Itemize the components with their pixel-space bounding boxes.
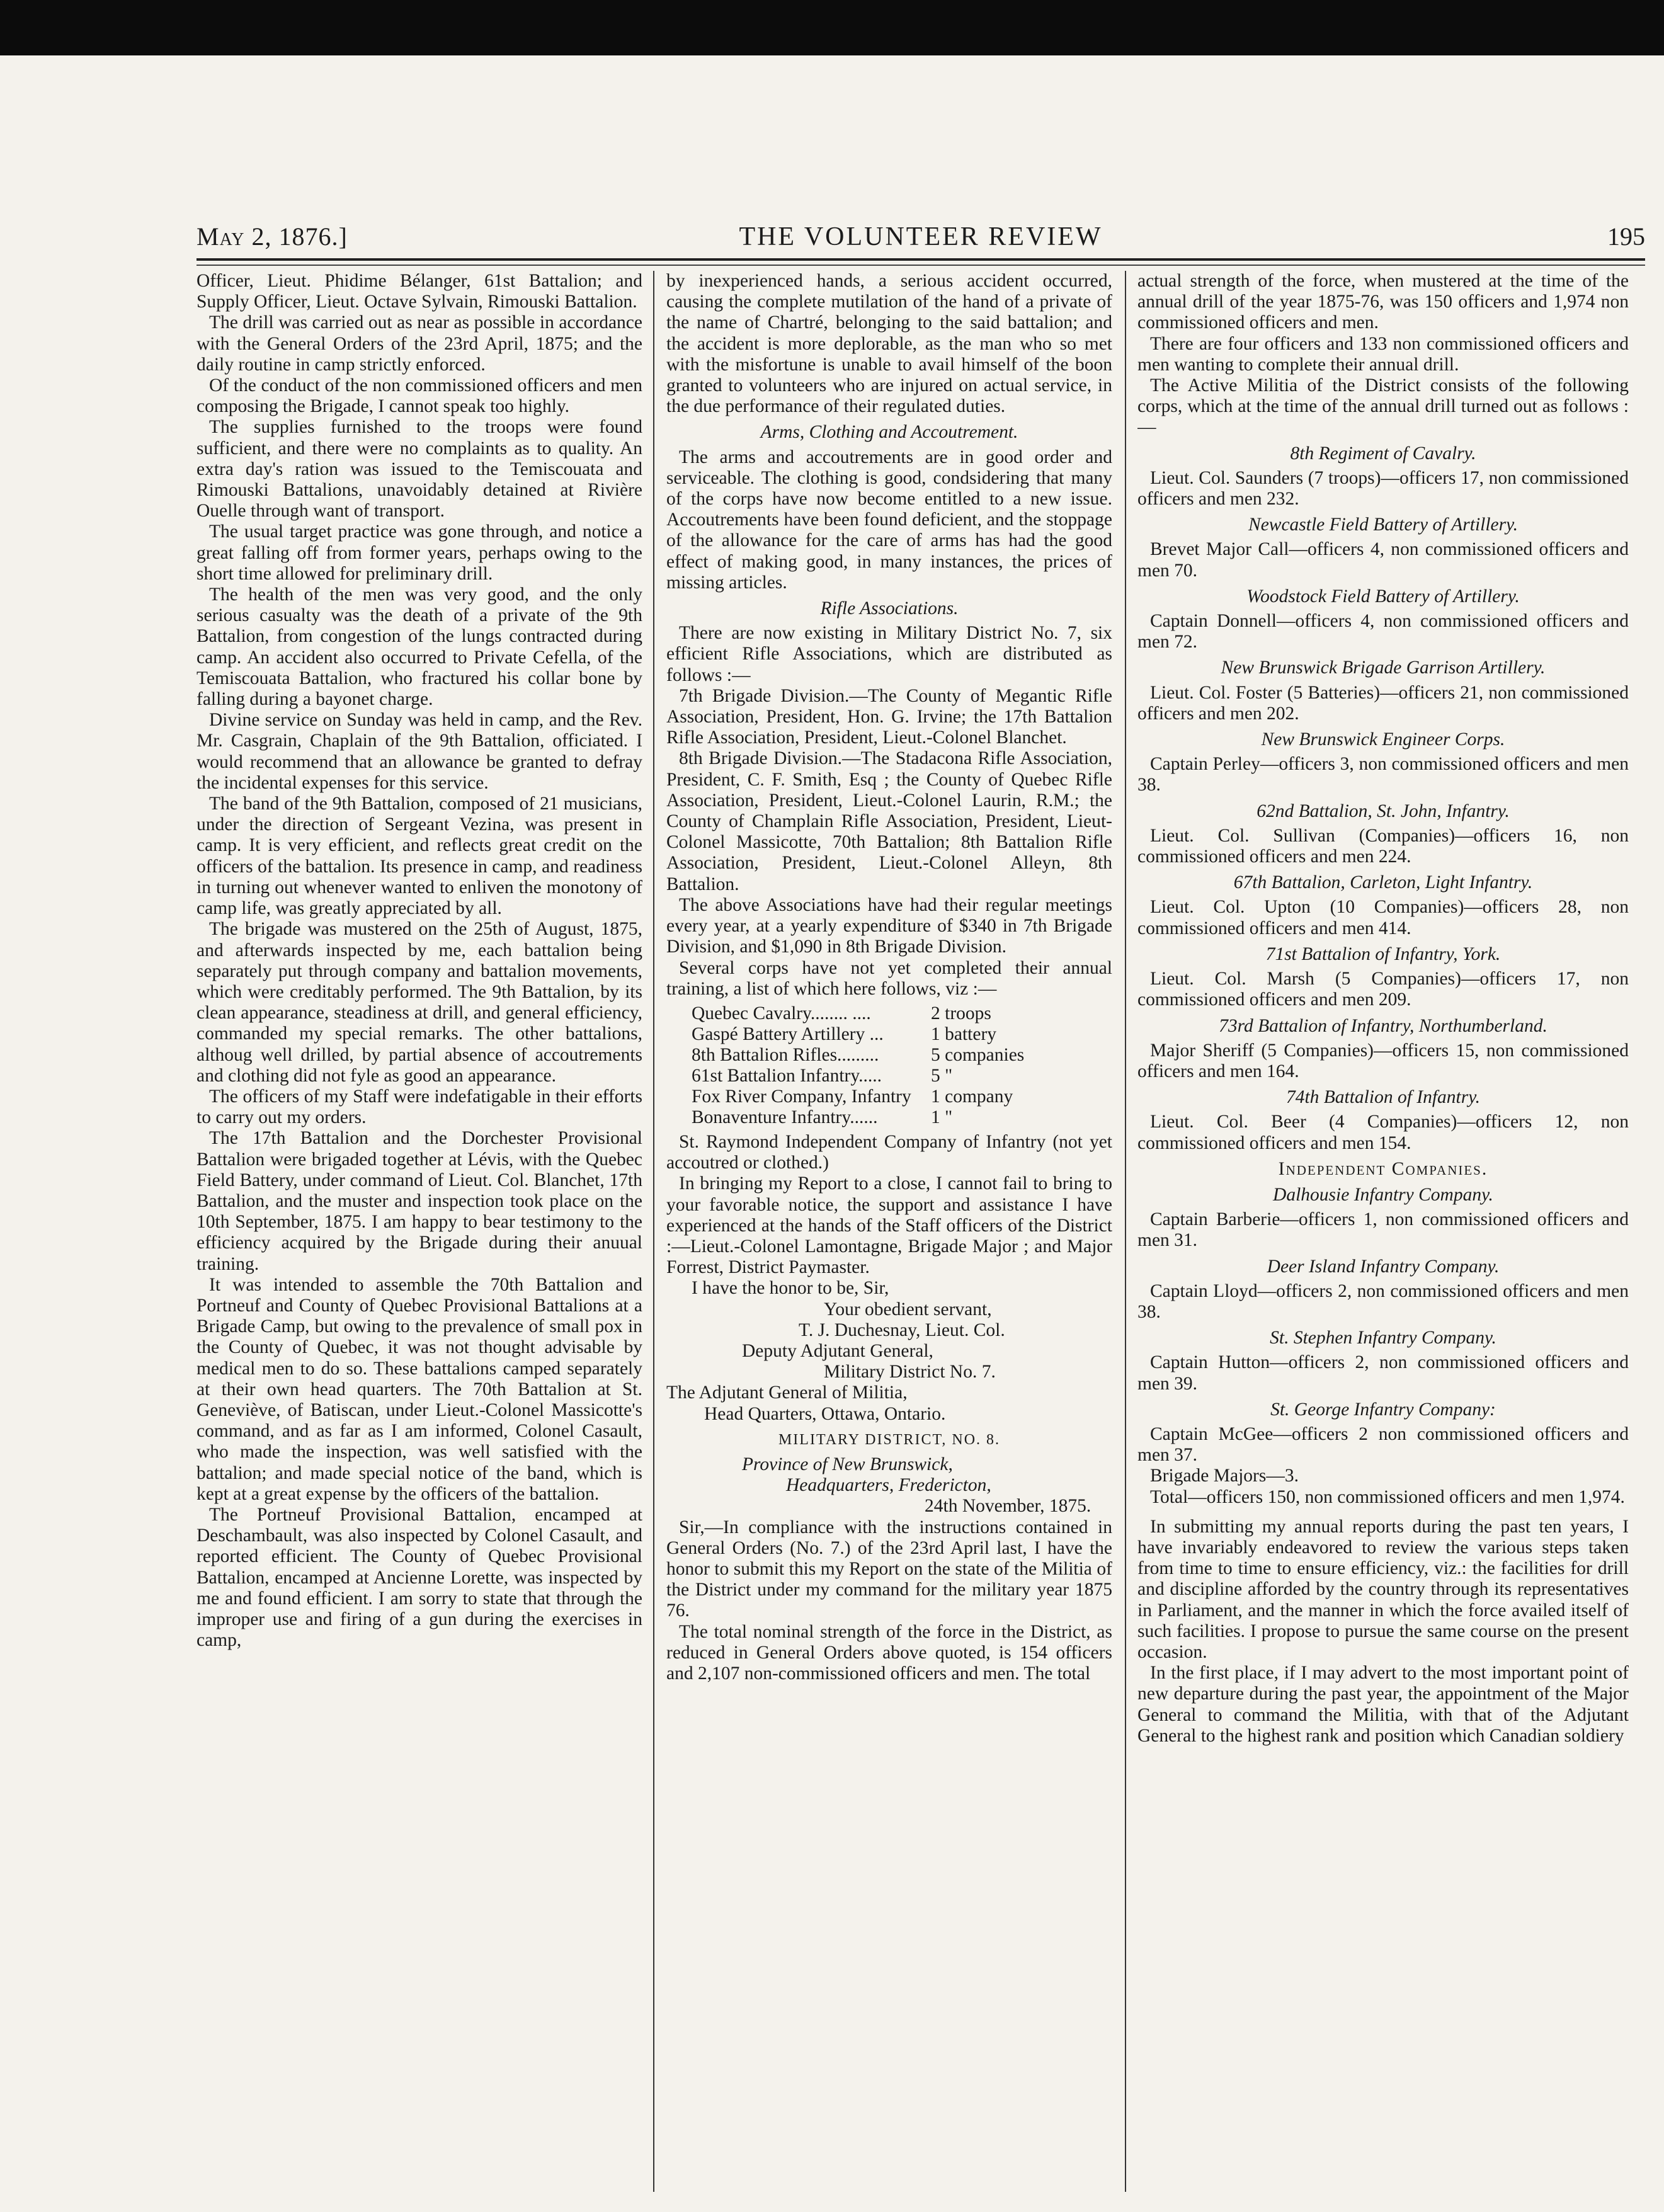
table-row [692,1066,1069,1086]
paragraph: In submitting my annual reports during the past ten years, I have invariably endeavored to review the various steps taken from time to time to ensure efficiency, viz.: the facilities for drill and discipline afforded by the country through its representatives in Parliament, and the manner in which the force availed itself of such facilities. I propose to pursue the same course on the present occasion. [1137,1516,1629,1662]
paragraph: The drill was carried out as near as possible in accordance with the General Orders of the 23rd April, 1875; and the daily routine in camp strictly enforced. [197,312,642,375]
issue-date: May 2, 1876.] [197,222,348,251]
company-heading: Dalhousie Infantry Company. [1273,1184,1493,1205]
paragraph: Officer, Lieut. Phidime Bélanger, 61st Battalion; and Supply Officer, Lieut. Octave Sylvain, Rimouski Battalion. [197,271,642,312]
paragraph: The officers of my Staff were indefatigable in their efforts to carry out my orders. [197,1086,642,1128]
paragraph: The health of the men was very good, and the only serious casualty was the death of a private of the 9th Battalion, from congestion of the lungs contracted during camp. An accident also occurred to Private Cefella, of the Temiscouata Battalion, who fractured his collar bone by falling during a bayonet charge. [197,584,642,710]
address-line: Province of New Brunswick, [742,1454,953,1474]
header-rule [197,258,1645,261]
address-line: 24th November, 1875. [925,1496,1091,1517]
signature-line: The Adjutant General of Militia, [666,1382,908,1403]
unit-entry: Lieut. Col. Upton (10 Companies)—officers 28, non commissioned officers and men 414. [1137,897,1629,938]
paragraph: The arms and accoutrements are in good order and serviceable. The clothing is good, condsidering that many of the corps have now become entitled to a new issue. Accoutrements have been found deficient, and the stoppage of the allowance for the care of arms has had the good effect of making good, in many instances, the prices of missing articles. [666,447,1112,593]
paragraph: Total—officers 150, non commissioned officers and men 1,974. [1150,1486,1625,1507]
corps-name: Quebec Cavalry........ .... [692,1003,871,1023]
signature-line: T. J. Duchesnay, Lieut. Col. [799,1320,1005,1340]
signature-line: Deputy Adjutant General, [742,1340,933,1361]
unit-entry: Major Sheriff (5 Companies)—officers 15, non commissioned officers and men 164. [1137,1040,1629,1081]
unit-entry: Captain Donnell—officers 4, non commissioned officers and men 72. [1137,611,1629,653]
column-rule [653,271,654,2192]
unit-heading: 67th Battalion, Carleton, Light Infantry. [1233,872,1533,893]
corps-name: 8th Battalion Rifles......... [692,1044,879,1065]
paragraph: Divine service on Sunday was held in camp, and the Rev. Mr. Casgrain, Chaplain of the 9th Battalion, officiated. I would recommend that an allowance be granted to defray the incidental expenses for this service. [197,710,642,793]
paragraph: The total nominal strength of the force in the District, as reduced in General Orders above quoted, is 154 officers and 2,107 non-commissioned officers and men. The total [666,1621,1112,1684]
company-heading: St. George Infantry Company: [1270,1399,1496,1420]
unit-heading: 8th Regiment of Cavalry. [1290,443,1476,464]
corps-name: Bonaventure Infantry...... [692,1107,878,1127]
section-heading: Independent Companies. [1278,1158,1488,1179]
page-number: 195 [1607,222,1645,251]
unit-entry: Lieut. Col. Foster (5 Batteries)—officers 21, non commissioned officers and men 202. [1137,682,1629,724]
publication-title: THE VOLUNTEER REVIEW [739,222,1103,251]
column-1 [197,271,642,2198]
corps-strength: 1 battery [931,1023,997,1044]
header-rule-thin [197,265,1645,266]
paragraph: 7th Brigade Division.—The County of Megantic Rifle Association, President, Hon. G. Irvine; the 17th Battalion Rifle Association, President, Lieut.-Colonel Blanchet. [666,685,1112,748]
unit-heading: Woodstock Field Battery of Artillery. [1246,586,1520,607]
table-row [692,1003,1069,1024]
company-entry: Captain Barberie—officers 1, non commissioned officers and men 31. [1137,1209,1629,1251]
paragraph: In the first place, if I may advert to the most important point of new departure during the past year, the appointment of the Major General to command the Militia, with that of the Adjutant General to the highest rank and position which Canadian soldiery [1137,1663,1629,1746]
unit-entry: Lieut. Col. Sullivan (Companies)—officers 16, non commissioned officers and men 224. [1137,825,1629,867]
district-heading: MILITARY DISTRICT, NO. 8. [778,1431,1001,1448]
incomplete-corps-table [692,1003,1069,1128]
unit-heading: 73rd Battalion of Infantry, Northumberland. [1219,1015,1547,1036]
unit-heading: 71st Battalion of Infantry, York. [1265,944,1501,964]
company-entry: Captain Lloyd—officers 2, non commissioned officers and men 38. [1137,1280,1629,1322]
corps-strength: 5 companies [931,1044,1025,1065]
table-row [692,1045,1069,1066]
paragraph: Sir,—In compliance with the instructions contained in General Orders (No. 7.) of the 23rd April last, I have the honor to submit this my Report on the state of the Militia of the District under my command for the military year 1875 76. [666,1517,1112,1621]
unit-heading: New Brunswick Engineer Corps. [1261,729,1505,750]
top-black-bar [0,0,1664,55]
unit-entry: Lieut. Col. Marsh (5 Companies)—officers 17, non commissioned officers and men 209. [1137,969,1629,1010]
paragraph: The brigade was mustered on the 25th of August, 1875, and afterwards inspected by me, each battalion being separately put through company and battalion movements, which were creditably performed. The 9th Battalion, by its clean appearance, steadiness at drill, and general efficiency, commanded my special remarks. The other battalions, althoug well drilled, by partial absence of accoutrements and clothing did not fyle as good an appearance. [197,919,642,1086]
unit-heading: 62nd Battalion, St. John, Infantry. [1257,801,1510,821]
paragraph: The above Associations have had their regular meetings every year, at a yearly expenditure of $340 in 7th Brigade Division, and $1,090 in 8th Brigade Division. [666,894,1112,957]
unit-heading: 74th Battalion of Infantry. [1285,1087,1481,1108]
unit-heading: New Brunswick Brigade Garrison Artillery. [1221,658,1546,678]
paragraph: The band of the 9th Battalion, composed of 21 musicians, under the direction of Sergeant Vezina, was present in camp. It is very efficient, and reflects great credit on the officers of the battalion. Its presence in camp, and readiness in turning out whenever wanted to enliven the monotony of camp life, was greatly appreciated by all. [197,794,642,919]
paragraph: The supplies furnished to the troops were found sufficient, and there were no complaints as to quality. An extra day's ration was issued to the Temiscouata and Rimouski Battalions, unavoidably detained at Rivière Ouelle through want of transport. [197,417,642,522]
corps-name: Fox River Company, Infantry [692,1086,911,1107]
unit-entry: Brevet Major Call—officers 4, non commissioned officers and men 70. [1137,539,1629,581]
paragraph: The Active Militia of the District consists of the following corps, which at the time of the annual drill turned out as follows :— [1137,375,1629,438]
corps-strength: 1 " [931,1107,953,1127]
column-rule [1125,271,1126,2192]
unit-entry: Captain Perley—officers 3, non commissioned officers and men 38. [1137,754,1629,795]
company-heading: Deer Island Infantry Company. [1267,1256,1500,1277]
company-entry: Captain Hutton—officers 2, non commissioned officers and men 39. [1137,1352,1629,1394]
signature-line: Military District No. 7. [824,1362,996,1382]
paragraph: by inexperienced hands, a serious accident occurred, causing the complete mutilation of the hand of a private of the name of Chartré, belonging to the said battalion; and the accident is more deplorable, as the man who so met with the misfortune is unable to avail himself of the boon granted to volunteers who are injured on actual service, in the due performance of their regulated duties. [666,271,1112,417]
table-row [692,1086,1069,1107]
paragraph: In bringing my Report to a close, I cannot fail to bring to your favorable notice, the support and assistance I have experienced at the hands of the Staff officers of the District :—Lieut.-Colonel Lamontagne, Brigade Major ; and Major Forrest, District Paymaster. [666,1173,1112,1278]
paragraph: There are now existing in Military District No. 7, six efficient Rifle Associations, which are distributed as follows :— [666,623,1112,685]
corps-name: 61st Battalion Infantry..... [692,1065,882,1086]
corps-strength: 1 company [931,1086,1013,1107]
column-3 [1137,271,1629,2198]
paragraph: It was intended to assemble the 70th Battalion and Portneuf and County of Quebec Provisional Battalions at a Brigade Camp, but owing to the prevalence of small pox in the County of Quebec, it was not thought advisable by medical men to do so. These battalions camped separately at their own head quarters. The 70th Battalion at St. Geneviève, of Batiscan, under Lieut.-Colonel Massicotte's command, and as far as I am informed, Colonel Casault, who made the inspection, was well satisfied with the battalion; and made special notice of the band, which is kept at a great expense by the officers of the battalion. [197,1274,642,1504]
table-row [692,1024,1069,1045]
paragraph: Of the conduct of the non commissioned officers and men composing the Brigade, I cannot speak too highly. [197,375,642,417]
table-row [692,1107,1069,1128]
paragraph: The 17th Battalion and the Dorchester Provisional Battalion were brigaded together at Lévis, with the Quebec Field Battery, under command of Lieut. Col. Blanchet, 17th Battalion, and the muster and inspection took place on the 10th September, 1875. I am happy to bear testimony to the efficiency acquired by the Brigade during their anuual training. [197,1128,642,1274]
signature-line: Head Quarters, Ottawa, Ontario. [704,1403,946,1424]
paragraph: There are four officers and 133 non commissioned officers and men wanting to complete their annual drill. [1137,333,1629,375]
corps-strength: 2 troops [931,1003,991,1023]
paragraph: St. Raymond Independent Company of Infantry (not yet accoutred or clothed.) [666,1131,1112,1173]
section-heading: Rifle Associations. [820,598,959,619]
corps-name: Gaspé Battery Artillery ... [692,1023,884,1044]
signature-line: I have the honor to be, Sir, [692,1278,889,1299]
paragraph: actual strength of the force, when mustered at the time of the annual drill of the year 1875-76, was 150 officers and 1,974 non commissioned officers and men. [1137,271,1629,333]
unit-entry: Lieut. Col. Saunders (7 troops)—officers 17, non commissioned officers and men 232. [1137,467,1629,510]
signature-line: Your obedient servant, [824,1299,992,1320]
column-2 [666,271,1112,2198]
section-heading: Arms, Clothing and Accoutrement. [760,422,1018,443]
paragraph: 8th Brigade Division.—The Stadacona Rifle Association, President, C. F. Smith, Esq ; the County of Quebec Rifle Association, President, Lieut.-Colonel Laurin, R.M.; the County of Champlain Rifle Association, President, Lieut-Colonel Massicotte, 70th Battalion; 8th Battalion Rifle Association, President, Lieut.-Colonel Alleyn, 8th Battalion. [666,748,1112,894]
paragraph: Brigade Majors—3. [1150,1466,1299,1486]
company-heading: St. Stephen Infantry Company. [1270,1328,1496,1348]
paragraph: Several corps have not yet completed their annual training, a list of which here follows, viz :— [666,957,1112,999]
corps-strength: 5 " [931,1065,953,1086]
page-header [197,222,1645,261]
unit-entry: Lieut. Col. Beer (4 Companies)—officers 12, non commissioned officers and men 154. [1137,1112,1629,1153]
unit-heading: Newcastle Field Battery of Artillery. [1248,515,1518,535]
paragraph: The Portneuf Provisional Battalion, encamped at Deschambault, was also inspected by Colonel Casault, and reported efficient. The County of Quebec Provisional Battalion, encamped at Ancienne Lorette, was inspected by me and found efficient. I am sorry to state that through the improper use and firing of a gun during the exercises in camp, [197,1504,642,1651]
paragraph: The usual target practice was gone through, and notice a great falling off from former years, perhaps owing to the short time allowed for preliminary drill. [197,522,642,584]
company-entry: Captain McGee—officers 2 non commissioned officers and men 37. [1137,1423,1629,1466]
address-line: Headquarters, Fredericton, [786,1475,991,1496]
